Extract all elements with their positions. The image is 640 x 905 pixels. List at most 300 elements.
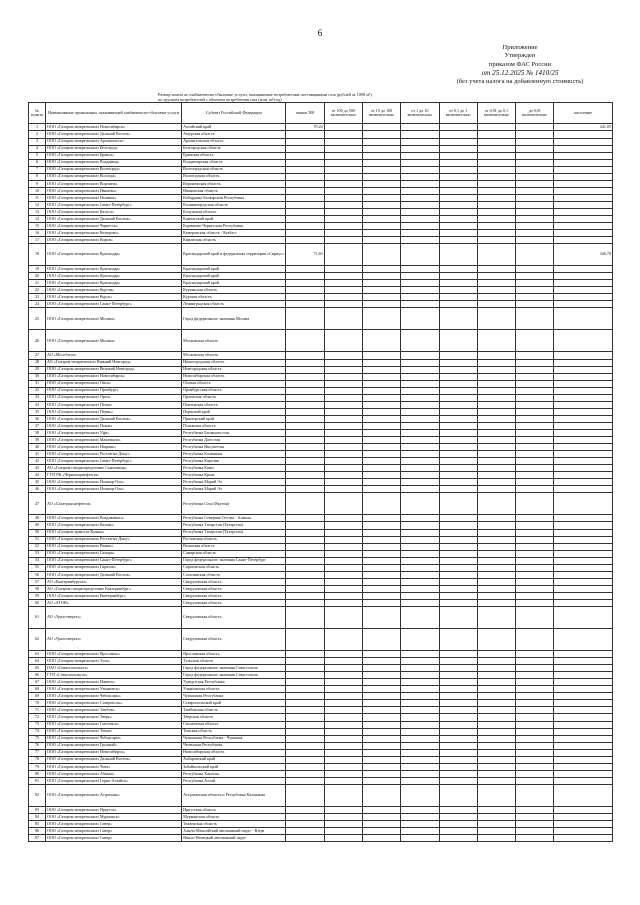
tariff-value [477, 180, 515, 187]
table-row [29, 330, 613, 352]
organization-name: ООО «Газпром межрегионгаз Пермь» [46, 408, 182, 415]
tariff-value [477, 280, 515, 287]
row-number: 40 [29, 444, 46, 451]
table-row [29, 536, 613, 543]
tariff-value [516, 266, 554, 273]
row-number: 60 [29, 599, 46, 606]
tariff-value [439, 672, 477, 679]
tariff-table [28, 102, 613, 842]
tariff-value [516, 543, 554, 550]
organization-name: ООО «Газпром межрегионгаз Тверь» [46, 714, 182, 721]
tariff-value [554, 515, 613, 522]
table-row [29, 422, 613, 429]
tariff-value [324, 237, 362, 244]
region-name: Иркутская область [182, 806, 286, 813]
tariff-value [286, 770, 324, 777]
row-number: 71 [29, 707, 46, 714]
tariff-value [401, 821, 439, 828]
tariff-value [477, 557, 515, 564]
tariff-value [324, 152, 362, 159]
region-name: Волгоградская область [182, 166, 286, 173]
row-number: 61 [29, 607, 46, 629]
region-name: Свердловская область [182, 578, 286, 585]
tariff-value [324, 821, 362, 828]
tariff-value [554, 330, 613, 352]
table-row [29, 742, 613, 749]
organization-name: ООО «Газпром межрегионгаз Ростов-на-Дону» [46, 536, 182, 543]
tariff-value [401, 244, 439, 266]
table-row [29, 394, 613, 401]
tariff-value [286, 599, 324, 606]
tariff-value [286, 208, 324, 215]
organization-name: ООО «Газпром межрегионгаз Великий Новгород» [46, 366, 182, 373]
row-number: 68 [29, 686, 46, 693]
tariff-value [401, 700, 439, 707]
tariff-value [401, 415, 439, 422]
tariff-value [516, 522, 554, 529]
tariff-value [362, 131, 400, 138]
tariff-value [477, 359, 515, 366]
tariff-value [516, 742, 554, 749]
tariff-value [362, 472, 400, 479]
tariff-value [477, 394, 515, 401]
region-name: Республика Татарстан (Татарстан) [182, 529, 286, 536]
tariff-value [477, 536, 515, 543]
tariff-value [439, 387, 477, 394]
row-number: 78 [29, 756, 46, 763]
organization-name: ООО «Газпром трансгаз Казань» [46, 529, 182, 536]
table-row [29, 223, 613, 230]
tariff-value [362, 273, 400, 280]
tariff-value [324, 658, 362, 665]
tariff-value [554, 522, 613, 529]
tariff-value [477, 138, 515, 145]
tariff-value [554, 415, 613, 422]
tariff-value [439, 208, 477, 215]
tariff-value [477, 373, 515, 380]
region-name: Московская область [182, 330, 286, 352]
row-number: 63 [29, 651, 46, 658]
tariff-value [286, 763, 324, 770]
tariff-value [477, 835, 515, 842]
tariff-value [554, 770, 613, 777]
tariff-value [286, 693, 324, 700]
tariff-value [362, 280, 400, 287]
table-caption: Размер платы за снабженческо-сбытовые услуги, оказываемые потребителям поставщиками газа (рублей за 1000 м³) [158, 92, 372, 97]
tariff-value [477, 465, 515, 472]
region-name: Кемеровская область - Кузбасс [182, 230, 286, 237]
tariff-value [324, 145, 362, 152]
tariff-value [477, 401, 515, 408]
region-name: Приморский край [182, 415, 286, 422]
tariff-value [554, 458, 613, 465]
tariff-value [477, 430, 515, 437]
tariff-value [401, 173, 439, 180]
tariff-value [477, 749, 515, 756]
tariff-value [439, 592, 477, 599]
table-row [29, 430, 613, 437]
tariff-value [286, 777, 324, 784]
appendix-line: Приложение [502, 44, 538, 51]
region-name: Новосибирская область [182, 373, 286, 380]
tariff-value [324, 749, 362, 756]
tariff-value [554, 273, 613, 280]
tariff-value [516, 578, 554, 585]
region-name: Самарская область [182, 550, 286, 557]
tariff-value [286, 479, 324, 486]
column-header: № пункта [29, 103, 46, 124]
tariff-value [401, 756, 439, 763]
row-number: 59 [29, 592, 46, 599]
tariff-value [554, 658, 613, 665]
table-row [29, 813, 613, 820]
table-row [29, 543, 613, 550]
tariff-value [516, 479, 554, 486]
table-row [29, 401, 613, 408]
table-row [29, 166, 613, 173]
tariff-value [362, 672, 400, 679]
tariff-value [516, 599, 554, 606]
region-name: Республика Калмыкия [182, 451, 286, 458]
organization-name: ООО «Газпром межрегионгаз Махачкала» [46, 437, 182, 444]
tariff-value [554, 813, 613, 820]
row-number: 28 [29, 359, 46, 366]
tariff-value [516, 294, 554, 301]
row-number: 33 [29, 394, 46, 401]
table-row [29, 756, 613, 763]
tariff-value [439, 301, 477, 308]
tariff-value [516, 515, 554, 522]
tariff-value [439, 415, 477, 422]
row-number: 42 [29, 458, 46, 465]
table-row [29, 578, 613, 585]
tariff-value [286, 629, 324, 651]
region-name: Кабардино-Балкарская Республика [182, 194, 286, 201]
region-name: Краснодарский край [182, 280, 286, 287]
tariff-value [554, 287, 613, 294]
row-number: 81 [29, 777, 46, 784]
organization-name: ООО «Газпром межрегионгаз Казань» [46, 522, 182, 529]
row-number: 27 [29, 352, 46, 359]
tariff-value [439, 813, 477, 820]
tariff-value [477, 550, 515, 557]
tariff-value [477, 651, 515, 658]
tariff-value [362, 152, 400, 159]
tariff-value [554, 599, 613, 606]
tariff-value [362, 585, 400, 592]
tariff-value [516, 308, 554, 330]
tariff-value [362, 366, 400, 373]
tariff-value [362, 237, 400, 244]
handwritten-order-number: от 25.12.2025 № 1410/25 [481, 69, 559, 78]
region-name: Новосибирская область [182, 749, 286, 756]
tariff-value [324, 721, 362, 728]
tariff-value [362, 216, 400, 223]
tariff-value [324, 208, 362, 215]
table-row [29, 700, 613, 707]
organization-name: ООО «Газпром межрегионгаз Ижевск» [46, 679, 182, 686]
tariff-value [324, 672, 362, 679]
tariff-value [362, 735, 400, 742]
tariff-value [439, 422, 477, 429]
tariff-value [554, 131, 613, 138]
tariff-value [401, 216, 439, 223]
tariff-value [401, 770, 439, 777]
tariff-value [554, 152, 613, 159]
tariff-value [516, 784, 554, 806]
organization-name: ООО «Газпром межрегионгаз Брянск» [46, 152, 182, 159]
organization-name: ООО «Газпром межрегионгаз Иваново» [46, 187, 182, 194]
tariff-value [324, 564, 362, 571]
tariff-value [477, 529, 515, 536]
organization-name: ООО «Газпром межрегионгаз Псков» [46, 422, 182, 429]
tariff-value [477, 679, 515, 686]
tariff-value [439, 784, 477, 806]
tariff-value [362, 571, 400, 578]
tariff-value [362, 387, 400, 394]
row-number: 57 [29, 578, 46, 585]
tariff-value [401, 330, 439, 352]
table-row [29, 529, 613, 536]
tariff-value [401, 380, 439, 387]
tariff-value [324, 394, 362, 401]
row-number: 20 [29, 273, 46, 280]
region-name: Сахалинская область [182, 571, 286, 578]
row-number: 86 [29, 828, 46, 835]
tariff-value [516, 280, 554, 287]
tariff-value [362, 777, 400, 784]
tariff-value [324, 714, 362, 721]
tariff-value [477, 159, 515, 166]
tariff-value [401, 585, 439, 592]
table-row [29, 658, 613, 665]
row-number: 65 [29, 665, 46, 672]
tariff-value [516, 607, 554, 629]
tariff-value [362, 493, 400, 515]
tariff-value [516, 124, 554, 131]
tariff-value [477, 479, 515, 486]
organization-name: ООО «Газпром межрегионгаз Черкесск» [46, 223, 182, 230]
tariff-value [324, 479, 362, 486]
organization-name: ООО «Газпром межрегионгаз Краснодар» [46, 266, 182, 273]
tariff-value [324, 401, 362, 408]
tariff-value [286, 430, 324, 437]
tariff-value [516, 180, 554, 187]
tariff-value [439, 223, 477, 230]
tariff-value [362, 458, 400, 465]
tariff-value [362, 308, 400, 330]
row-number: 5 [29, 152, 46, 159]
tariff-value [516, 330, 554, 352]
tariff-value [362, 194, 400, 201]
table-row [29, 230, 613, 237]
tariff-value: 441,05 [554, 124, 613, 131]
tariff-value [324, 679, 362, 686]
tariff-value [401, 437, 439, 444]
tariff-value [554, 493, 613, 515]
organization-name: ООО «Газпром межрегионгаз Астрахань» [46, 784, 182, 806]
tariff-value [362, 536, 400, 543]
organization-name: АО «АТОН» [46, 599, 182, 606]
tariff-value [362, 138, 400, 145]
region-name: Калужская область [182, 208, 286, 215]
tariff-value [401, 166, 439, 173]
tariff-value [439, 828, 477, 835]
tariff-value [439, 352, 477, 359]
tariff-value [401, 763, 439, 770]
organization-name: ООО «Газпром межрегионгаз Чебоксары» [46, 735, 182, 742]
tariff-value [362, 813, 400, 820]
tariff-value [477, 216, 515, 223]
region-name: Владимирская область [182, 159, 286, 166]
column-header: от 1 до 10 включительно [401, 103, 439, 124]
organization-name: ООО «Газпром межрегионгаз Москва» [46, 330, 182, 352]
table-row [29, 472, 613, 479]
tariff-value [324, 835, 362, 842]
column-header: Наименование организации, оказывающей снабженческо-сбытовые услуги [46, 103, 182, 124]
organization-name: ПАО «Севастопольгаз» [46, 665, 182, 672]
tariff-value [286, 700, 324, 707]
organization-name: ООО «Газпром межрегионгаз Новосибирск» [46, 124, 182, 131]
tariff-value [324, 294, 362, 301]
tariff-value [554, 543, 613, 550]
tariff-value [554, 173, 613, 180]
table-row [29, 180, 613, 187]
tariff-value [286, 287, 324, 294]
tariff-value [362, 835, 400, 842]
tariff-value [554, 763, 613, 770]
tariff-value [286, 230, 324, 237]
tariff-value [439, 273, 477, 280]
table-row [29, 444, 613, 451]
tariff-value [439, 529, 477, 536]
tariff-value [324, 166, 362, 173]
tariff-value [554, 679, 613, 686]
tariff-value [286, 408, 324, 415]
tariff-value [324, 216, 362, 223]
tariff-value [286, 665, 324, 672]
tariff-value [439, 686, 477, 693]
organization-name: ООО «Газпром межрегионгаз Иркутск» [46, 806, 182, 813]
tariff-value [401, 536, 439, 543]
tariff-value [324, 138, 362, 145]
tariff-value [324, 651, 362, 658]
region-name: Хабаровский край [182, 756, 286, 763]
tariff-value [439, 152, 477, 159]
tariff-value [362, 550, 400, 557]
tariff-value [516, 444, 554, 451]
region-name: Мурманская область [182, 813, 286, 820]
tariff-value [554, 230, 613, 237]
region-name: Республика Дагестан [182, 437, 286, 444]
tariff-value [554, 529, 613, 536]
tariff-value [362, 557, 400, 564]
tariff-value [439, 244, 477, 266]
tariff-value [324, 373, 362, 380]
row-number: 25 [29, 308, 46, 330]
region-name: Республика Татарстан (Татарстан) [182, 522, 286, 529]
tariff-value [516, 173, 554, 180]
tariff-value [324, 784, 362, 806]
table-row [29, 159, 613, 166]
tariff-value [554, 585, 613, 592]
organization-name: ГУП «Севастопольгаз» [46, 672, 182, 679]
tariff-value [516, 415, 554, 422]
tariff-value [286, 486, 324, 493]
tariff-value [554, 835, 613, 842]
row-number: 55 [29, 564, 46, 571]
tariff-value [286, 651, 324, 658]
tariff-value [401, 294, 439, 301]
tariff-value [477, 672, 515, 679]
organization-name: ООО «Газпром межрегионгаз Мурманск» [46, 813, 182, 820]
organization-name: АО «Уралсевергаз» [46, 607, 182, 629]
tariff-value [477, 366, 515, 373]
tariff-value [554, 180, 613, 187]
tariff-value [324, 458, 362, 465]
tariff-value [516, 721, 554, 728]
table-row [29, 244, 613, 266]
row-number: 7 [29, 166, 46, 173]
tariff-value [516, 465, 554, 472]
tariff-value [362, 763, 400, 770]
organization-name: ООО «Газпром межрегионгаз Йошкар-Ола» [46, 479, 182, 486]
appendix-line: приказом ФАС России [488, 60, 552, 68]
tariff-value [554, 294, 613, 301]
organization-name: ООО «Газпром межрегионгаз Дальний Восток» [46, 756, 182, 763]
tariff-value [477, 244, 515, 266]
tariff-value [286, 280, 324, 287]
tariff-value [554, 707, 613, 714]
table-row [29, 486, 613, 493]
organization-name: ООО «Газпром межрегионгаз Нальчик» [46, 194, 182, 201]
row-number: 47 [29, 493, 46, 515]
tariff-value [362, 444, 400, 451]
tariff-value [401, 672, 439, 679]
tariff-value [324, 280, 362, 287]
tariff-value [554, 401, 613, 408]
row-number: 9 [29, 180, 46, 187]
tariff-value [439, 194, 477, 201]
tariff-value [439, 444, 477, 451]
table-row [29, 557, 613, 564]
tariff-value [477, 564, 515, 571]
region-name: Камчатский край [182, 216, 286, 223]
tariff-value [439, 458, 477, 465]
region-name: Краснодарский край [182, 266, 286, 273]
tariff-value [401, 359, 439, 366]
organization-name: ООО «Газпром межрегионгаз Грозный» [46, 742, 182, 749]
tariff-value [439, 173, 477, 180]
tariff-value [324, 422, 362, 429]
tariff-value [439, 166, 477, 173]
organization-name: ООО «Газпром межрегионгаз Тамбов» [46, 707, 182, 714]
tariff-value [554, 607, 613, 629]
tariff-value [477, 380, 515, 387]
tariff-value [516, 373, 554, 380]
tariff-value [439, 216, 477, 223]
tariff-value [286, 301, 324, 308]
region-name: Город федерального значения Севастополь [182, 665, 286, 672]
tariff-value [401, 194, 439, 201]
tariff-value [516, 828, 554, 835]
table-row [29, 693, 613, 700]
row-number: 53 [29, 550, 46, 557]
tariff-value [439, 180, 477, 187]
tariff-value [324, 408, 362, 415]
region-name: Тверская область [182, 714, 286, 721]
tariff-value [439, 763, 477, 770]
